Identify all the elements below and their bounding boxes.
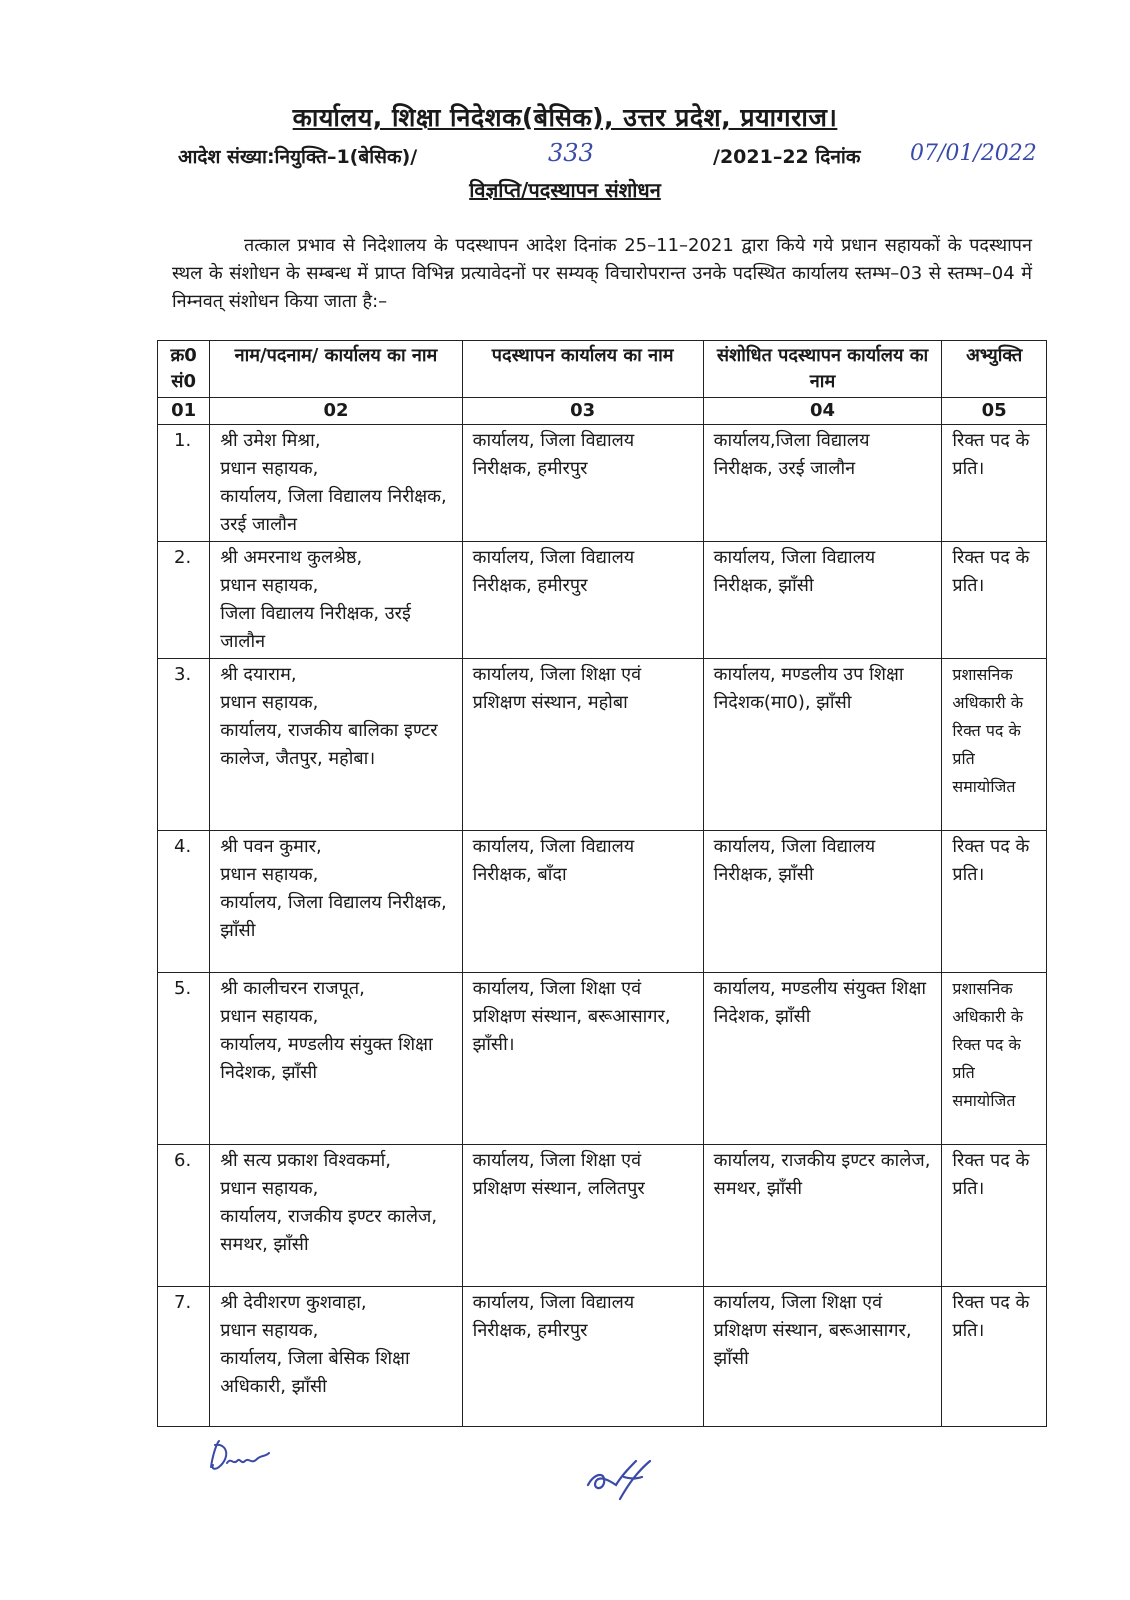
order-prefix: आदेश संख्या:नियुक्ति–1(बेसिक)/: [178, 146, 418, 168]
row-person: [210, 973, 462, 1145]
row-sno: 7.: [158, 1287, 210, 1427]
person-post: प्रधान सहायक,: [220, 692, 319, 713]
order-year: /2021–22 दिनांक: [713, 146, 861, 168]
row-posting: कार्यालय, जिला शिक्षा एवं प्रशिक्षण संस्थान, महोबा: [462, 659, 703, 831]
row-sno: 4.: [158, 831, 210, 973]
person-office: कार्यालय, जिला बेसिक शिक्षा अधिकारी, झाँसी: [220, 1348, 410, 1397]
row-revised: कार्यालय, जिला विद्यालय निरीक्षक, झाँसी: [703, 542, 942, 659]
person-post: प्रधान सहायक,: [220, 864, 319, 885]
posting-table: [157, 340, 1047, 1427]
initials-signature: [205, 1435, 275, 1480]
header-posting: पदस्थापन कार्यालय का नाम: [462, 341, 703, 398]
person-post: प्रधान सहायक,: [220, 1006, 319, 1027]
person-office: कार्यालय, जिला विद्यालय निरीक्षक, उरई जालौन: [220, 486, 447, 535]
row-posting: कार्यालय, जिला शिक्षा एवं प्रशिक्षण संस्थान, ललितपुर: [462, 1145, 703, 1287]
person-office: कार्यालय, जिला विद्यालय निरीक्षक, झाँसी: [220, 892, 447, 941]
person-post: प्रधान सहायक,: [220, 458, 319, 479]
header-sno: क्र0 सं0: [158, 341, 210, 398]
row-revised: कार्यालय, राजकीय इण्टर कालेज, समथर, झाँसी: [703, 1145, 942, 1287]
column-number: 02: [210, 398, 462, 425]
person-office: कार्यालय, मण्डलीय संयुक्त शिक्षा निदेशक, झाँसी: [220, 1034, 433, 1083]
table-header-row: [158, 341, 1047, 398]
person-post: प्रधान सहायक,: [220, 1320, 319, 1341]
row-posting: कार्यालय, जिला शिक्षा एवं प्रशिक्षण संस्थान, बरूआसागर, झाँसी।: [462, 973, 703, 1145]
column-number: 01: [158, 398, 210, 425]
person-office: कार्यालय, राजकीय इण्टर कालेज, समथर, झाँसी: [220, 1206, 438, 1255]
row-person: [210, 542, 462, 659]
row-sno: 6.: [158, 1145, 210, 1287]
person-name: श्री अमरनाथ कुलश्रेष्ठ,: [220, 547, 363, 568]
person-name: श्री देवीशरण कुशवाहा,: [220, 1292, 367, 1313]
row-remark: रिक्त पद के प्रति।: [942, 1145, 1047, 1287]
order-number: 333: [548, 139, 594, 167]
table-row: [158, 973, 1047, 1145]
table-row: [158, 542, 1047, 659]
row-revised: कार्यालय, जिला विद्यालय निरीक्षक, झाँसी: [703, 831, 942, 973]
row-posting: कार्यालय, जिला विद्यालय निरीक्षक, हमीरपुर: [462, 1287, 703, 1427]
row-person: [210, 425, 462, 542]
table-row: [158, 831, 1047, 973]
row-sno: 1.: [158, 425, 210, 542]
row-remark: रिक्त पद के प्रति।: [942, 1287, 1047, 1427]
row-revised: कार्यालय, मण्डलीय उप शिक्षा निदेशक(मा0), झाँसी: [703, 659, 942, 831]
notice-subtitle: विज्ञप्ति/पदस्थापन संशोधन: [469, 178, 661, 202]
header-name: नाम/पदनाम/ कार्यालय का नाम: [210, 341, 462, 398]
row-sno: 2.: [158, 542, 210, 659]
row-remark: रिक्त पद के प्रति।: [942, 425, 1047, 542]
person-office: जिला विद्यालय निरीक्षक, उरई जालौन: [220, 603, 411, 652]
person-name: श्री सत्य प्रकाश विश्वकर्मा,: [220, 1150, 391, 1171]
row-remark: रिक्त पद के प्रति।: [942, 542, 1047, 659]
person-name: श्री कालीचरन राजपूत,: [220, 978, 365, 999]
row-posting: कार्यालय, जिला विद्यालय निरीक्षक, हमीरपुर: [462, 542, 703, 659]
row-person: [210, 1287, 462, 1427]
table-row: [158, 1287, 1047, 1427]
header-remark: अभ्युक्ति: [942, 341, 1047, 398]
person-office: कार्यालय, राजकीय बालिका इण्टर कालेज, जैतपुर, महोबा।: [220, 720, 438, 769]
row-sno: 3.: [158, 659, 210, 831]
row-revised: कार्यालय, मण्डलीय संयुक्त शिक्षा निदेशक, झाँसी: [703, 973, 942, 1145]
row-sno: 5.: [158, 973, 210, 1145]
order-line: [178, 139, 1078, 173]
column-number: 03: [462, 398, 703, 425]
person-name: श्री उमेश मिश्रा,: [220, 430, 321, 451]
row-revised: कार्यालय, जिला शिक्षा एवं प्रशिक्षण संस्थान, बरूआसागर, झाँसी: [703, 1287, 942, 1427]
column-number-row: [158, 398, 1047, 425]
row-person: [210, 659, 462, 831]
row-remark: प्रशासनिक अधिकारी के रिक्त पद के प्रति समायोजित: [942, 659, 1047, 831]
person-post: प्रधान सहायक,: [220, 575, 319, 596]
table-row: [158, 425, 1047, 542]
office-title: कार्यालय, शिक्षा निदेशक(बेसिक), उत्तर प्रदेश, प्रयागराज।: [292, 103, 838, 132]
intro-paragraph: तत्काल प्रभाव से निदेशालय के पदस्थापन आदेश दिनांक 25–11–2021 द्वारा किये गये प्रधान सहायकों के पदस्थापन स्थल के संशोधन के सम्बन्ध में प्राप्त विभिन्न प्रत्यावेदनों पर सम्यक् विचारोपरान्त उनके पदस्थित कार्यालय स्तम्भ–03 से स्तम्भ–04 में निम्नवत् संशोधन किया जाता है:–: [172, 235, 1032, 312]
official-signature: [580, 1455, 660, 1505]
row-person: [210, 831, 462, 973]
row-remark: प्रशासनिक अधिकारी के रिक्त पद के प्रति समायोजित: [942, 973, 1047, 1145]
table-row: [158, 659, 1047, 831]
order-date: 07/01/2022: [910, 141, 1037, 166]
person-name: श्री दयाराम,: [220, 664, 297, 685]
column-number: 05: [942, 398, 1047, 425]
row-revised: कार्यालय,जिला विद्यालय निरीक्षक, उरई जालौन: [703, 425, 942, 542]
person-post: प्रधान सहायक,: [220, 1178, 319, 1199]
row-posting: कार्यालय, जिला विद्यालय निरीक्षक, बाँदा: [462, 831, 703, 973]
row-remark: रिक्त पद के प्रति।: [942, 831, 1047, 973]
row-posting: कार्यालय, जिला विद्यालय निरीक्षक, हमीरपुर: [462, 425, 703, 542]
person-name: श्री पवन कुमार,: [220, 836, 322, 857]
table-row: [158, 1145, 1047, 1287]
column-number: 04: [703, 398, 942, 425]
row-person: [210, 1145, 462, 1287]
header-revised: संशोधित पदस्थापन कार्यालय का नाम: [703, 341, 942, 398]
